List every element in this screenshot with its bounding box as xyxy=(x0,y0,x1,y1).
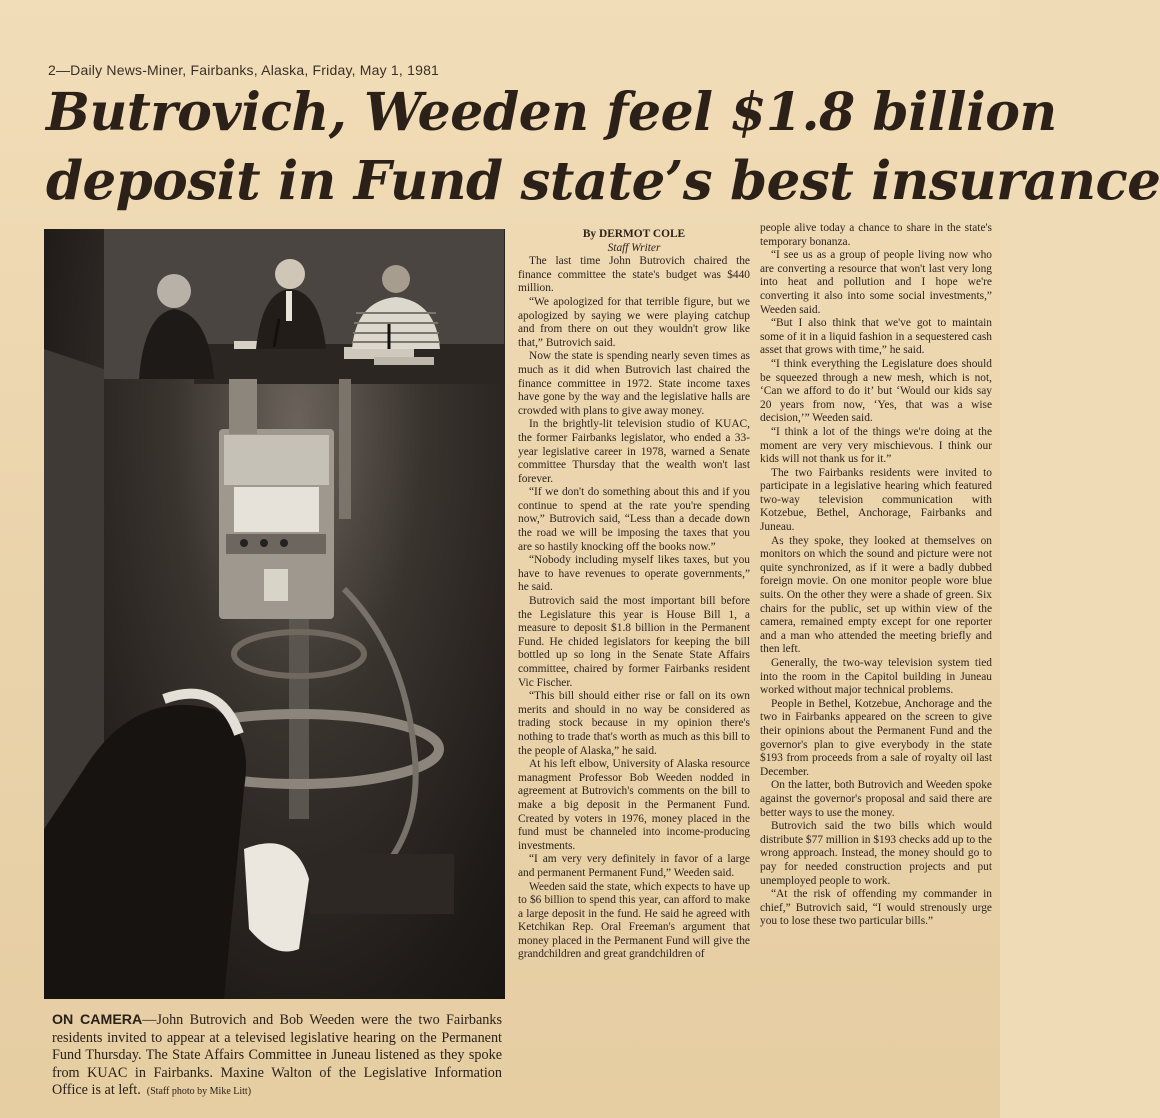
paragraph: “This bill should either rise or fall on its own merits and should in no way be considered as trading stock because in my opinion there's nothing to trade that's worth as much as this bill to the people of Alaska,” he said. xyxy=(518,690,750,757)
paragraph: Now the state is spending nearly seven times as much as it did when Butrovich last chaired the finance committee in 1972. State income taxes have gone by the way and the legislative halls are crowded with plans to give away money. xyxy=(518,350,750,417)
news-photo xyxy=(44,229,505,999)
caption-text: —John Butrovich and Bob Weeden were the two Fairbanks residents invited to appear at a televised legislative hearing on the Permanent Fund Thursday. The State Affairs Committee in Juneau listened as they spoke from KUAC in Fairbanks. Maxine Walton of the Legislative Information Office is at left. xyxy=(52,1012,502,1098)
paragraph: “I see us as a group of people living now who are converting a resource that won't last very long into heat and pollution and I hope we're converting it also into some social investments,” Weeden said. xyxy=(760,249,992,316)
paragraph: “I am very very definitely in favor of a large and permanent Permanent Fund,” Weeden said. xyxy=(518,853,750,879)
paragraph: In the brightly-lit television studio of KUAC, the former Fairbanks legislator, who ended a 33-year legislative career in 1978, warned a Senate committee Thursday that the wealth won't last forever. xyxy=(518,418,750,485)
paragraph: People in Bethel, Kotzebue, Anchorage and the two in Fairbanks appeared on the screen to give their opinions about the Permanent Fund and the governor's plan to give everybody in the state $193 from proceeds from a sale of royalty oil last December. xyxy=(760,697,992,778)
paragraph: “I think everything the Legislature does should be squeezed through a new mesh, which is not, ‘Can we afford to do it’ but ‘Would our kids say 20 years from now, ‘Yes, that was a wise decision,’” Weeden said. xyxy=(760,357,992,425)
byline: By DERMOT COLE xyxy=(582,228,686,240)
article-column-1 xyxy=(518,228,750,962)
paragraph: As they spoke, they looked at themselves on monitors on which the sound and picture were not quite synchronized, as if it were a badly dubbed foreign movie. On one monitor people wore blue suits. On the other they were a shade of green. Six chairs for the public, set up within view of the camera, remained empty except for one reporter and a man who attended the meeting briefly and then left. xyxy=(760,534,992,656)
paragraph: “But I also think that we've got to maintain some of it in a liquid fashion in a sequestered cash asset that grows with time,” he said. xyxy=(760,317,992,357)
paragraph: Butrovich said the two bills which would distribute $77 million in $193 checks add up to the wrong approach. Instead, the money should go to pay for needed construction projects and put unemployed people to work. xyxy=(760,820,992,887)
paragraph: Generally, the two-way television system tied into the room in the Capitol building in Juneau worked without major technical problems. xyxy=(760,657,992,697)
paragraph: At his left elbow, University of Alaska resource managment Professor Bob Weeden nodded in agreement at Butrovich's comments on the bill to make a big deposit in the Permanent Fund. Created by voters in 1976, money placed in the fund must be channeled into income-producing investments. xyxy=(518,758,750,852)
photo-caption xyxy=(52,1012,502,1101)
paragraph: “If we don't do something about this and if you continue to spend at the rate you're spending now,” Butrovich said, “Less than a decade down the road we will be imposing the taxes that you are so hastily knocking off the books now.” xyxy=(518,486,750,553)
caption-lead: ON CAMERA xyxy=(52,1012,143,1028)
dateline: 2—Daily News-Miner, Fairbanks, Alaska, Friday, May 1, 1981 xyxy=(48,62,440,78)
paragraph: The two Fairbanks residents were invited to participate in a legislative hearing which featured two-way television communication with Kotzebue, Bethel, Anchorage, Fairbanks and Juneau. xyxy=(760,466,992,534)
photo-illustration xyxy=(44,229,505,999)
paragraph: “At the risk of offending my commander in chief,” Butrovich said, “I would strenously urge you to lose these two particular bills.” xyxy=(760,888,992,928)
paragraph: “I think a lot of the things we're doing at the moment are very very mischievous. I think our kids will not thank us for it.” xyxy=(760,425,992,466)
paragraph: Weeden said the state, which expects to have up to $6 billion to spend this year, can afford to make a large deposit in the fund. He said he agreed with Ketchikan Rep. Oral Freeman's argument that money placed in the Permanent Fund will give the grandchildren and great grandchildren of xyxy=(518,880,750,961)
article-column-2 xyxy=(760,222,992,929)
photo-credit: (Staff photo by Mike Litt) xyxy=(146,1086,252,1097)
headline-line-2: deposit in Fund state’s best insurance xyxy=(46,150,1160,212)
byline-title: Staff Writer xyxy=(607,241,661,254)
paragraph: people alive today a chance to share in the state's temporary bonanza. xyxy=(760,222,992,248)
paragraph: On the latter, both Butrovich and Weeden spoke against the governor's proposal and said there are better ways to use the money. xyxy=(760,779,992,819)
headline-line-1: Butrovich, Weeden feel $1.8 billion xyxy=(46,82,1057,143)
paragraph: The last time John Butrovich chaired the finance committee the state's budget was $440 million. xyxy=(518,255,750,295)
paragraph: “We apologized for that terrible figure, but we apologized by saying we were playing catchup and from there on out they wouldn't grow like that,” Butrovich said. xyxy=(518,295,750,349)
paragraph: Butrovich said the most important bill before the Legislature this year is House Bill 1, a measure to deposit $1.8 billion in the Permanent Fund. He chided legislators for keeping the bill bottled up so long in the Senate State Affairs committee, chaired by former Fairbanks resident Vic Fischer. xyxy=(518,595,750,689)
paragraph: “Nobody including myself likes taxes, but you have to have revenues to operate governments,” he said. xyxy=(518,554,750,594)
